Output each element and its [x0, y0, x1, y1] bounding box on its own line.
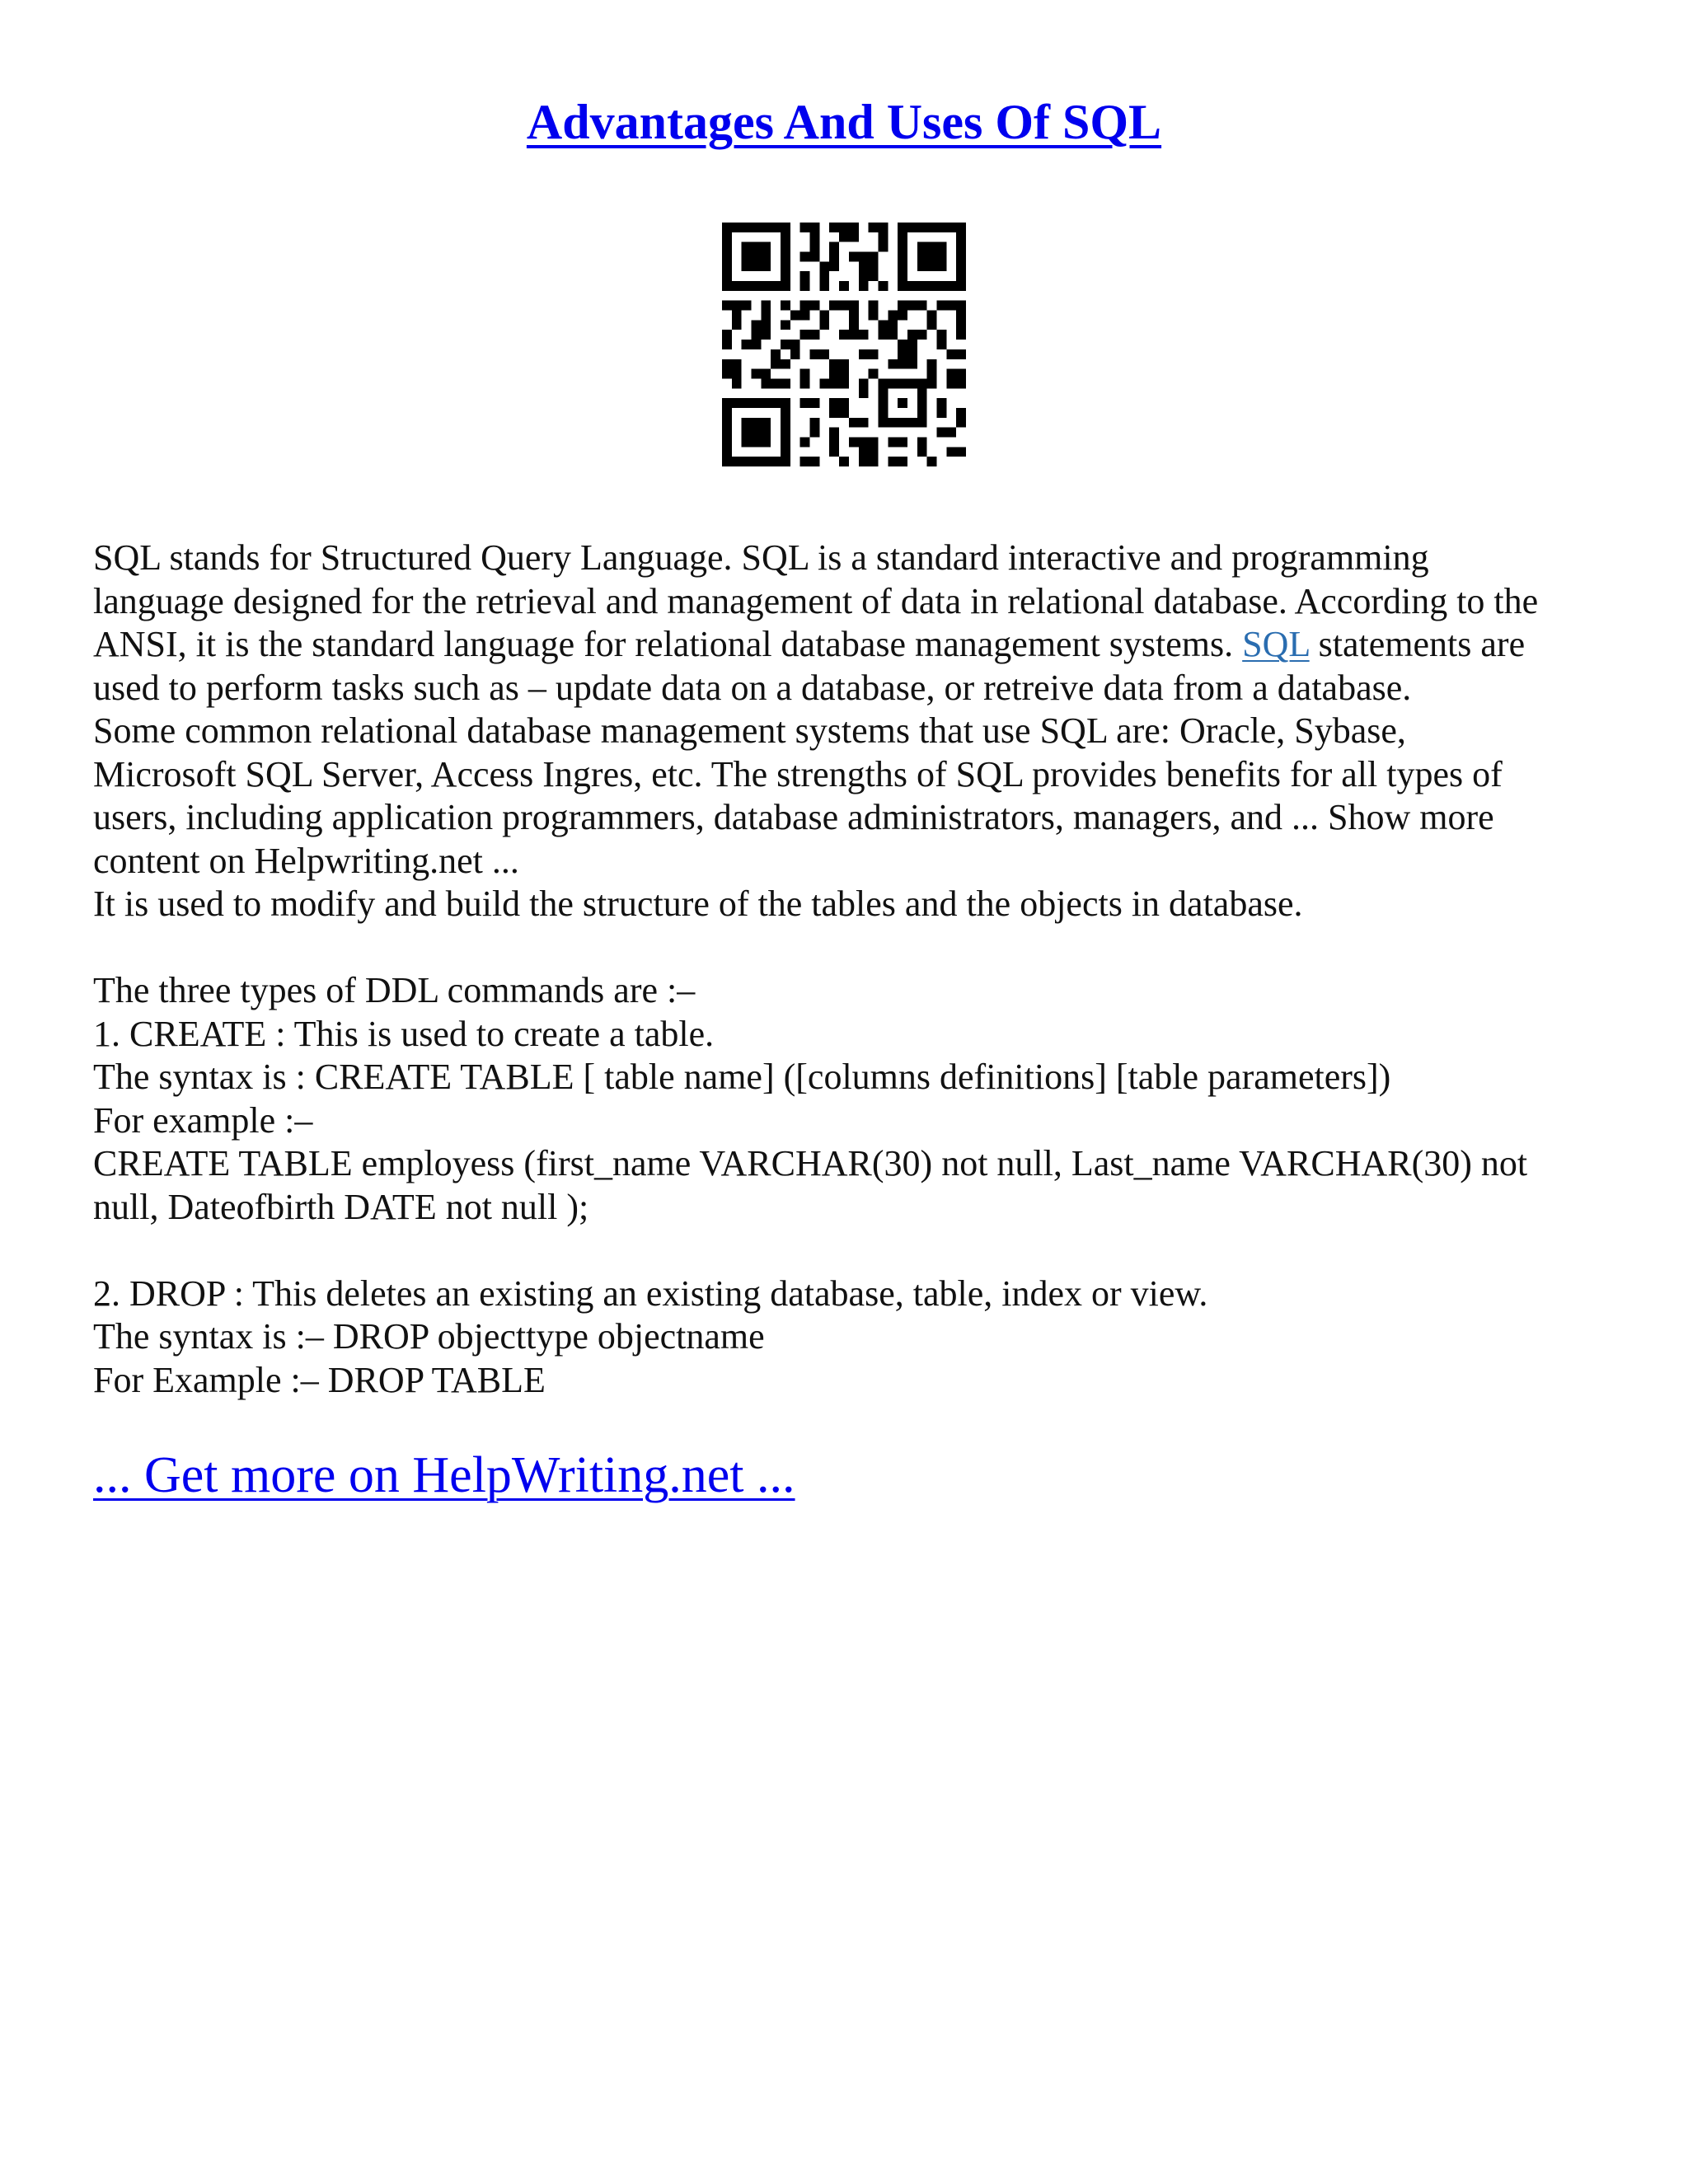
paragraph-text: statements are [1309, 624, 1526, 664]
paragraph-line: language designed for the retrieval and management of data in relational database. According to the [93, 580, 1539, 621]
sql-inline-link[interactable]: SQL [1242, 624, 1310, 664]
create-example-label: For example :– [93, 1099, 313, 1141]
create-example-code: null, Dateofbirth DATE not null ); [93, 1186, 589, 1227]
get-more-link[interactable]: ... Get more on HelpWriting.net ... [93, 1447, 795, 1503]
create-heading: 1. CREATE : This is used to create a table. [93, 1013, 715, 1054]
paragraph-line: SQL stands for Structured Query Language. SQL is a standard interactive and programming [93, 537, 1429, 578]
spacer [93, 1229, 1601, 1272]
drop-example: For Example :– DROP TABLE [93, 1359, 546, 1400]
paragraph-line: It is used to modify and build the structure of the tables and the objects in database. [93, 883, 1303, 924]
spacer [93, 926, 1601, 970]
paragraph-line-with-link [93, 623, 1601, 667]
paragraph-text: ANSI, it is the standard language for relational database management systems. [93, 624, 1243, 664]
drop-syntax: The syntax is :– DROP objecttype objectname [93, 1316, 765, 1357]
ddl-intro: The three types of DDL commands are :– [93, 970, 696, 1010]
paragraph-line: content on Helpwriting.net ... [93, 840, 519, 881]
paragraph-line: users, including application programmers, database administrators, managers, and ... Show more [93, 797, 1494, 837]
paragraph-line: Some common relational database management systems that use SQL are: Oracle, Sybase, [93, 710, 1406, 751]
article-body [93, 537, 1601, 1402]
qr-code-icon [722, 223, 966, 466]
drop-heading: 2. DROP : This deletes an existing an existing database, table, index or view. [93, 1272, 1208, 1314]
page-title [0, 89, 1688, 155]
paragraph-line: used to perform tasks such as – update data on a database, or retreive data from a database. [93, 667, 1412, 708]
title-link[interactable]: Advantages And Uses Of SQL [526, 95, 1162, 149]
paragraph-line: Microsoft SQL Server, Access Ingres, etc. The strengths of SQL provides benefits for all types of [93, 753, 1503, 794]
create-syntax: The syntax is : CREATE TABLE [ table name] ([columns definitions] [table parameters]) [93, 1057, 1391, 1097]
get-more-container [93, 1442, 795, 1508]
create-example-code: CREATE TABLE employess (first_name VARCHAR(30) not null, Last_name VARCHAR(30) not [93, 1143, 1528, 1183]
